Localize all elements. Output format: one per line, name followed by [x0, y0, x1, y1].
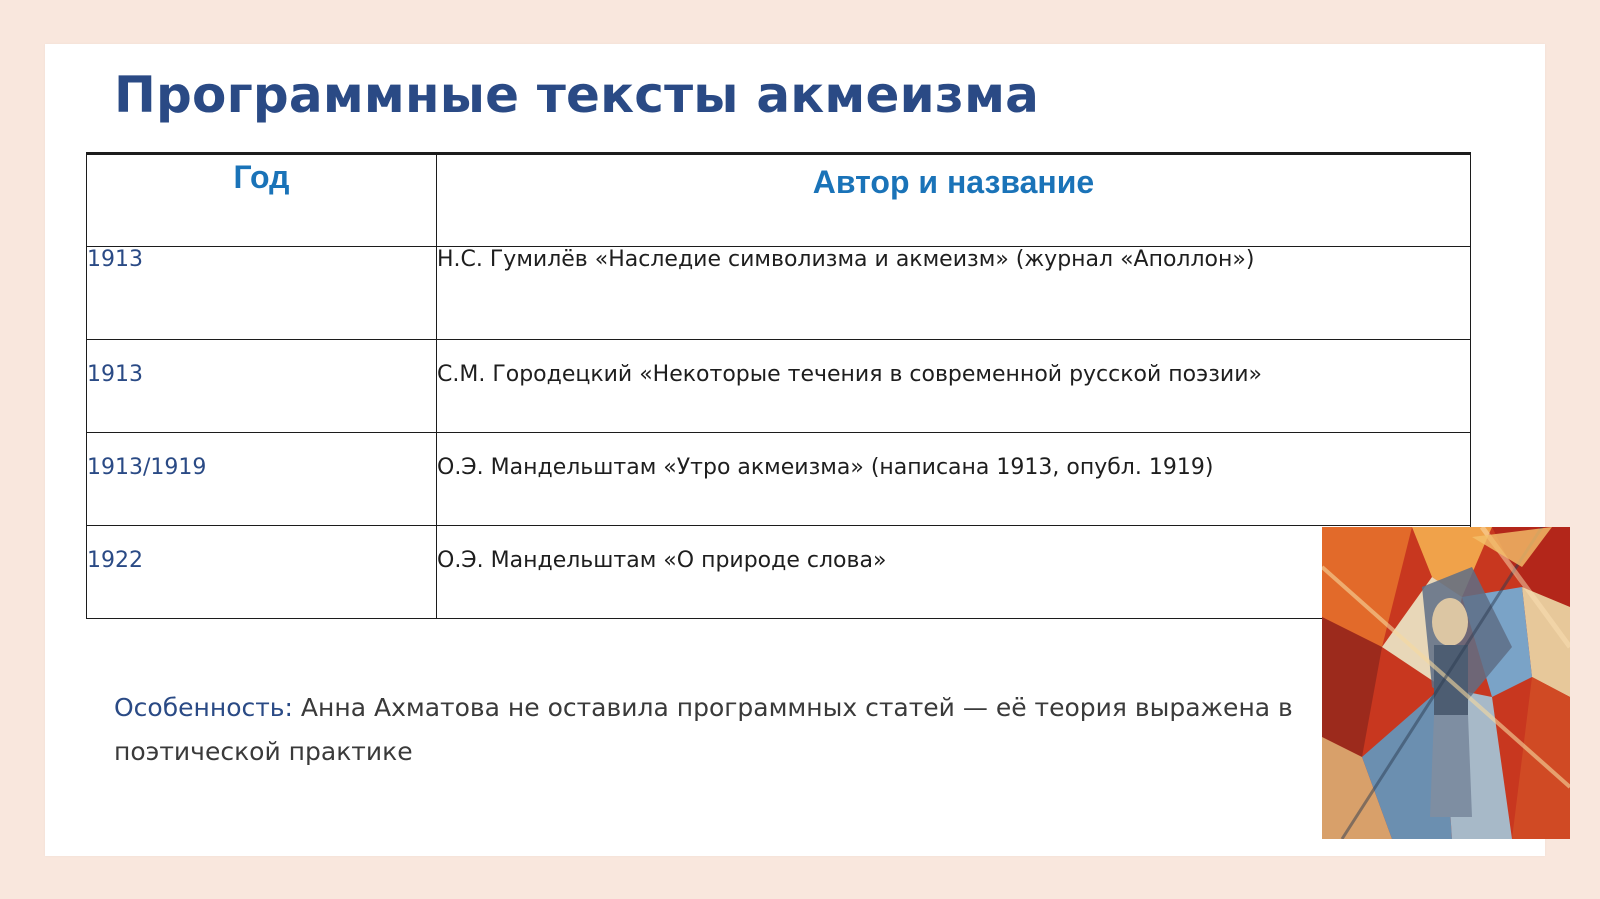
year-cell: 1913	[87, 247, 437, 340]
note-text: Анна Ахматова не оставила программных статей — её теория выражена в поэтической практике	[114, 693, 1293, 766]
table-row	[87, 433, 1471, 526]
work-cell: О.Э. Мандельштам «О природе слова»	[437, 526, 1471, 619]
year-cell: 1913	[87, 340, 437, 433]
work-cell: С.М. Городецкий «Некоторые течения в современной русской поэзии»	[437, 340, 1471, 433]
table-row	[87, 340, 1471, 433]
table-header-row	[87, 154, 1471, 247]
page-title: Программные тексты акмеизма	[114, 66, 1040, 124]
work-cell: Н.С. Гумилёв «Наследие символизма и акмеизм» (журнал «Аполлон»)	[437, 247, 1471, 340]
note-label: Особенность:	[114, 693, 293, 722]
cubo-futurist-portrait-painting	[1322, 527, 1570, 839]
feature-note	[114, 686, 1304, 774]
column-header-author-title: Автор и название	[437, 154, 1471, 247]
program-texts-table	[86, 152, 1471, 619]
year-cell: 1922	[87, 526, 437, 619]
column-header-year: Год	[87, 154, 437, 247]
year-cell: 1913/1919	[87, 433, 437, 526]
table-row	[87, 526, 1471, 619]
table-row	[87, 247, 1471, 340]
work-cell: О.Э. Мандельштам «Утро акмеизма» (написана 1913, опубл. 1919)	[437, 433, 1471, 526]
